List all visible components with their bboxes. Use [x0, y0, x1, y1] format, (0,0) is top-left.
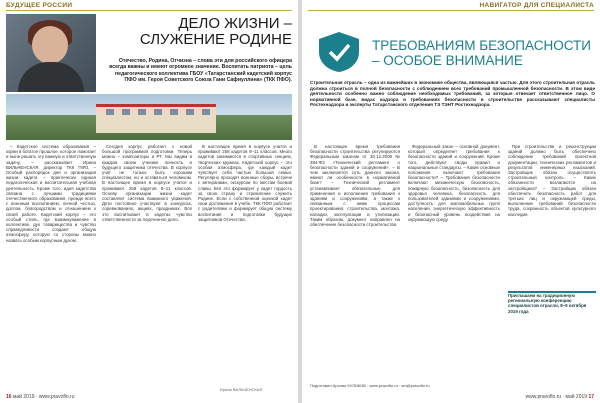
- article-title: ДЕЛО ЖИЗНИ – СЛУЖЕНИЕ РОДИНЕ: [139, 15, 292, 48]
- section-label: БУДУЩЕЕ РОССИИ: [6, 2, 73, 9]
- article-title: ТРЕБОВАНИЯМ БЕЗОПАСНОСТИ – ОСОБОЕ ВНИМАНИЕ: [372, 38, 591, 68]
- author-line: Подготовил Арслан КУЛИКОВ · www.pravoflo.ru · sm@pravoflo.ru: [310, 383, 430, 388]
- text-column-2: Федеральный закон – основной документ, который определяет требования к безопасности зданий и сооружений. Кроме того, действуют своды правил и национальные стандарты. – Какие основные положения включают требования безопасности? – Требования безопасности включают механическую безопасность, пожарную безопасность, безопасность для здоровья человека, безопасность для пользователей зданиями и сооружениями, доступность для маломобильных групп населения, энергетическую эффективность и безопасный уровень воздействия на окружающую среду.: [408, 144, 500, 222]
- page-number: 16: [6, 394, 12, 400]
- text-column-2: Сегодня корпус работает с новой большой программой подготовки. Теперь можно – композиторы и РТ. Мы видим в каждом своем ученике личность и будущего защитника отечества. В корпусе учат не только быть хорошим специалистом, но и оставаться человеком. В настоящее время в корпусе учатся и проживают 258 кадетов 8–11 классов. Основу организации жизни кадет составляет система взаимного уважения. Дети постоянно участвуют в конкурсах, соревнованиях, акциях, праздниках. Всё это воспитывает в кадетах чувство ответственности за порученное дело.: [102, 144, 192, 222]
- conference-announcement: Приглашаем на традиционную региональную конференцию специалистов отрасли, 8–9 октября 2019 года: [508, 291, 596, 373]
- header-rule: [308, 10, 594, 11]
- article-lead: Строительная отрасль – одна из важнейших в экономике общества, являющаяся частью. Для этого строительная отрасль должна строиться в полной безопасности с соблюдением всех требований промышленной безопасности. В этом виде деятельности особенно важно соблюдение необходимых требований, за которые отвечает ответственное лицо. О нормативной базе, видах надзора и требованиях безопасности в строительстве рассказывают специалисты Ростехнадзора и эксперты Татарстанского отделения ТЭ ТЭНТ Ростехнадзора.: [310, 80, 595, 108]
- section-label: НАВИГАТОР ДЛЯ СПЕЦИАЛИСТА: [479, 2, 594, 9]
- text-column-1: – Кадетское система образования – корни в богатое прошлое, которое помогает и ныне решать эту важную и ответственную задачу, – рассказывает Ирина ВИЛЬЧЕНСКАЯ, директор ТКК ПФО. – Особый распорядок дня и организация жизни кадета – практически единая педагогическая и воспитательная учебная деятельность. Кроме того, идея кадетства связана с лучшими традициями отечественного образования, прежде всего с военным воспитанием, личной честью, долгом, благородством и отношением к своей работе. Кадетский корпус – это особый стиль, где взаимоуважение в коллективе, дух товарищества и чувство справедливости создают общую атмосферу, которую со стороны можно назвать особым корпусным духом.: [6, 144, 96, 243]
- text-column-1: В настоящее время требования безопасности строительства регулируются Федеральным законом от 30.12.2009 № 384-ФЗ «Технический регламент о безопасности зданий и сооружений». – В чем заключается суть данного закона, имеют ли особенности в нормативной базе? – Технический регламент устанавливает обязательные для применения и исполнения требования к зданиям и сооружениям, а также к связанным с ними процессам проектирования, строительства, монтажа, наладки, эксплуатации и утилизации. Таким образом, документ направлен на обеспечение безопасности строительства.: [310, 144, 400, 228]
- safety-shield-icon: [314, 30, 364, 74]
- page-number: 17: [588, 394, 594, 400]
- header-rule: [6, 10, 292, 11]
- text-column-3: При строительстве и реконструкции зданий должно быть обеспечено соблюдение требований проектной документации, технических регламентов и результатов инженерных изысканий. Застройщик обязан осуществлять строительный контроль. – Какие обязанности возлагаются на застройщика? – Застройщик обязан обеспечить безопасность работ для третьих лиц и окружающей среды, выполнение требований безопасности труда, сохранность объектов культурного наследия.: [508, 144, 596, 217]
- issue-info: www.pravoflo.ru · май 2019: [525, 394, 588, 400]
- page-footer: [6, 394, 75, 400]
- right-page: [302, 0, 600, 403]
- article-lead: Отечество, Родина, Отчизна – слова эти для российского офицера всегда важны и имеют огромное значение. Воспитать патриота – цель педагогического коллектива ГБОУ «Татарстанский кадетский корпус ПФО им. Героя Советского Союза Гани Сафиуллина» (ТКК ПФО).: [109, 58, 292, 83]
- text-column-3: В настоящее время в корпусе учатся и проживают 258 кадетов 8–11 классов. Много кадетов занимаются в спортивных секциях, творческих кружках. Кадетский корпус – это особая атмосфера, где каждый кадет чувствует себя частью большой семьи. Регулярно проходят военные сборы, встречи с ветеранами, экскурсии по местам боевой славы. Всё это формирует у кадет гордость за свою страну и стремление служить Родине. Если с собственной оценкой кадет свои достижения в учебе, ТКК ПФО работает с родителями и формирует общую систему воспитания и подготовки будущих защитников Отечества.: [198, 144, 292, 222]
- issue-info: май 2019 · www.pravoflo.ru: [12, 394, 75, 400]
- school-photo: [6, 94, 292, 140]
- page-footer: [526, 394, 595, 400]
- portrait-photo: [6, 14, 96, 92]
- left-page: [0, 0, 298, 403]
- photo-caption: Ирина ВИЛЬЧЕНСКАЯ: [220, 387, 263, 392]
